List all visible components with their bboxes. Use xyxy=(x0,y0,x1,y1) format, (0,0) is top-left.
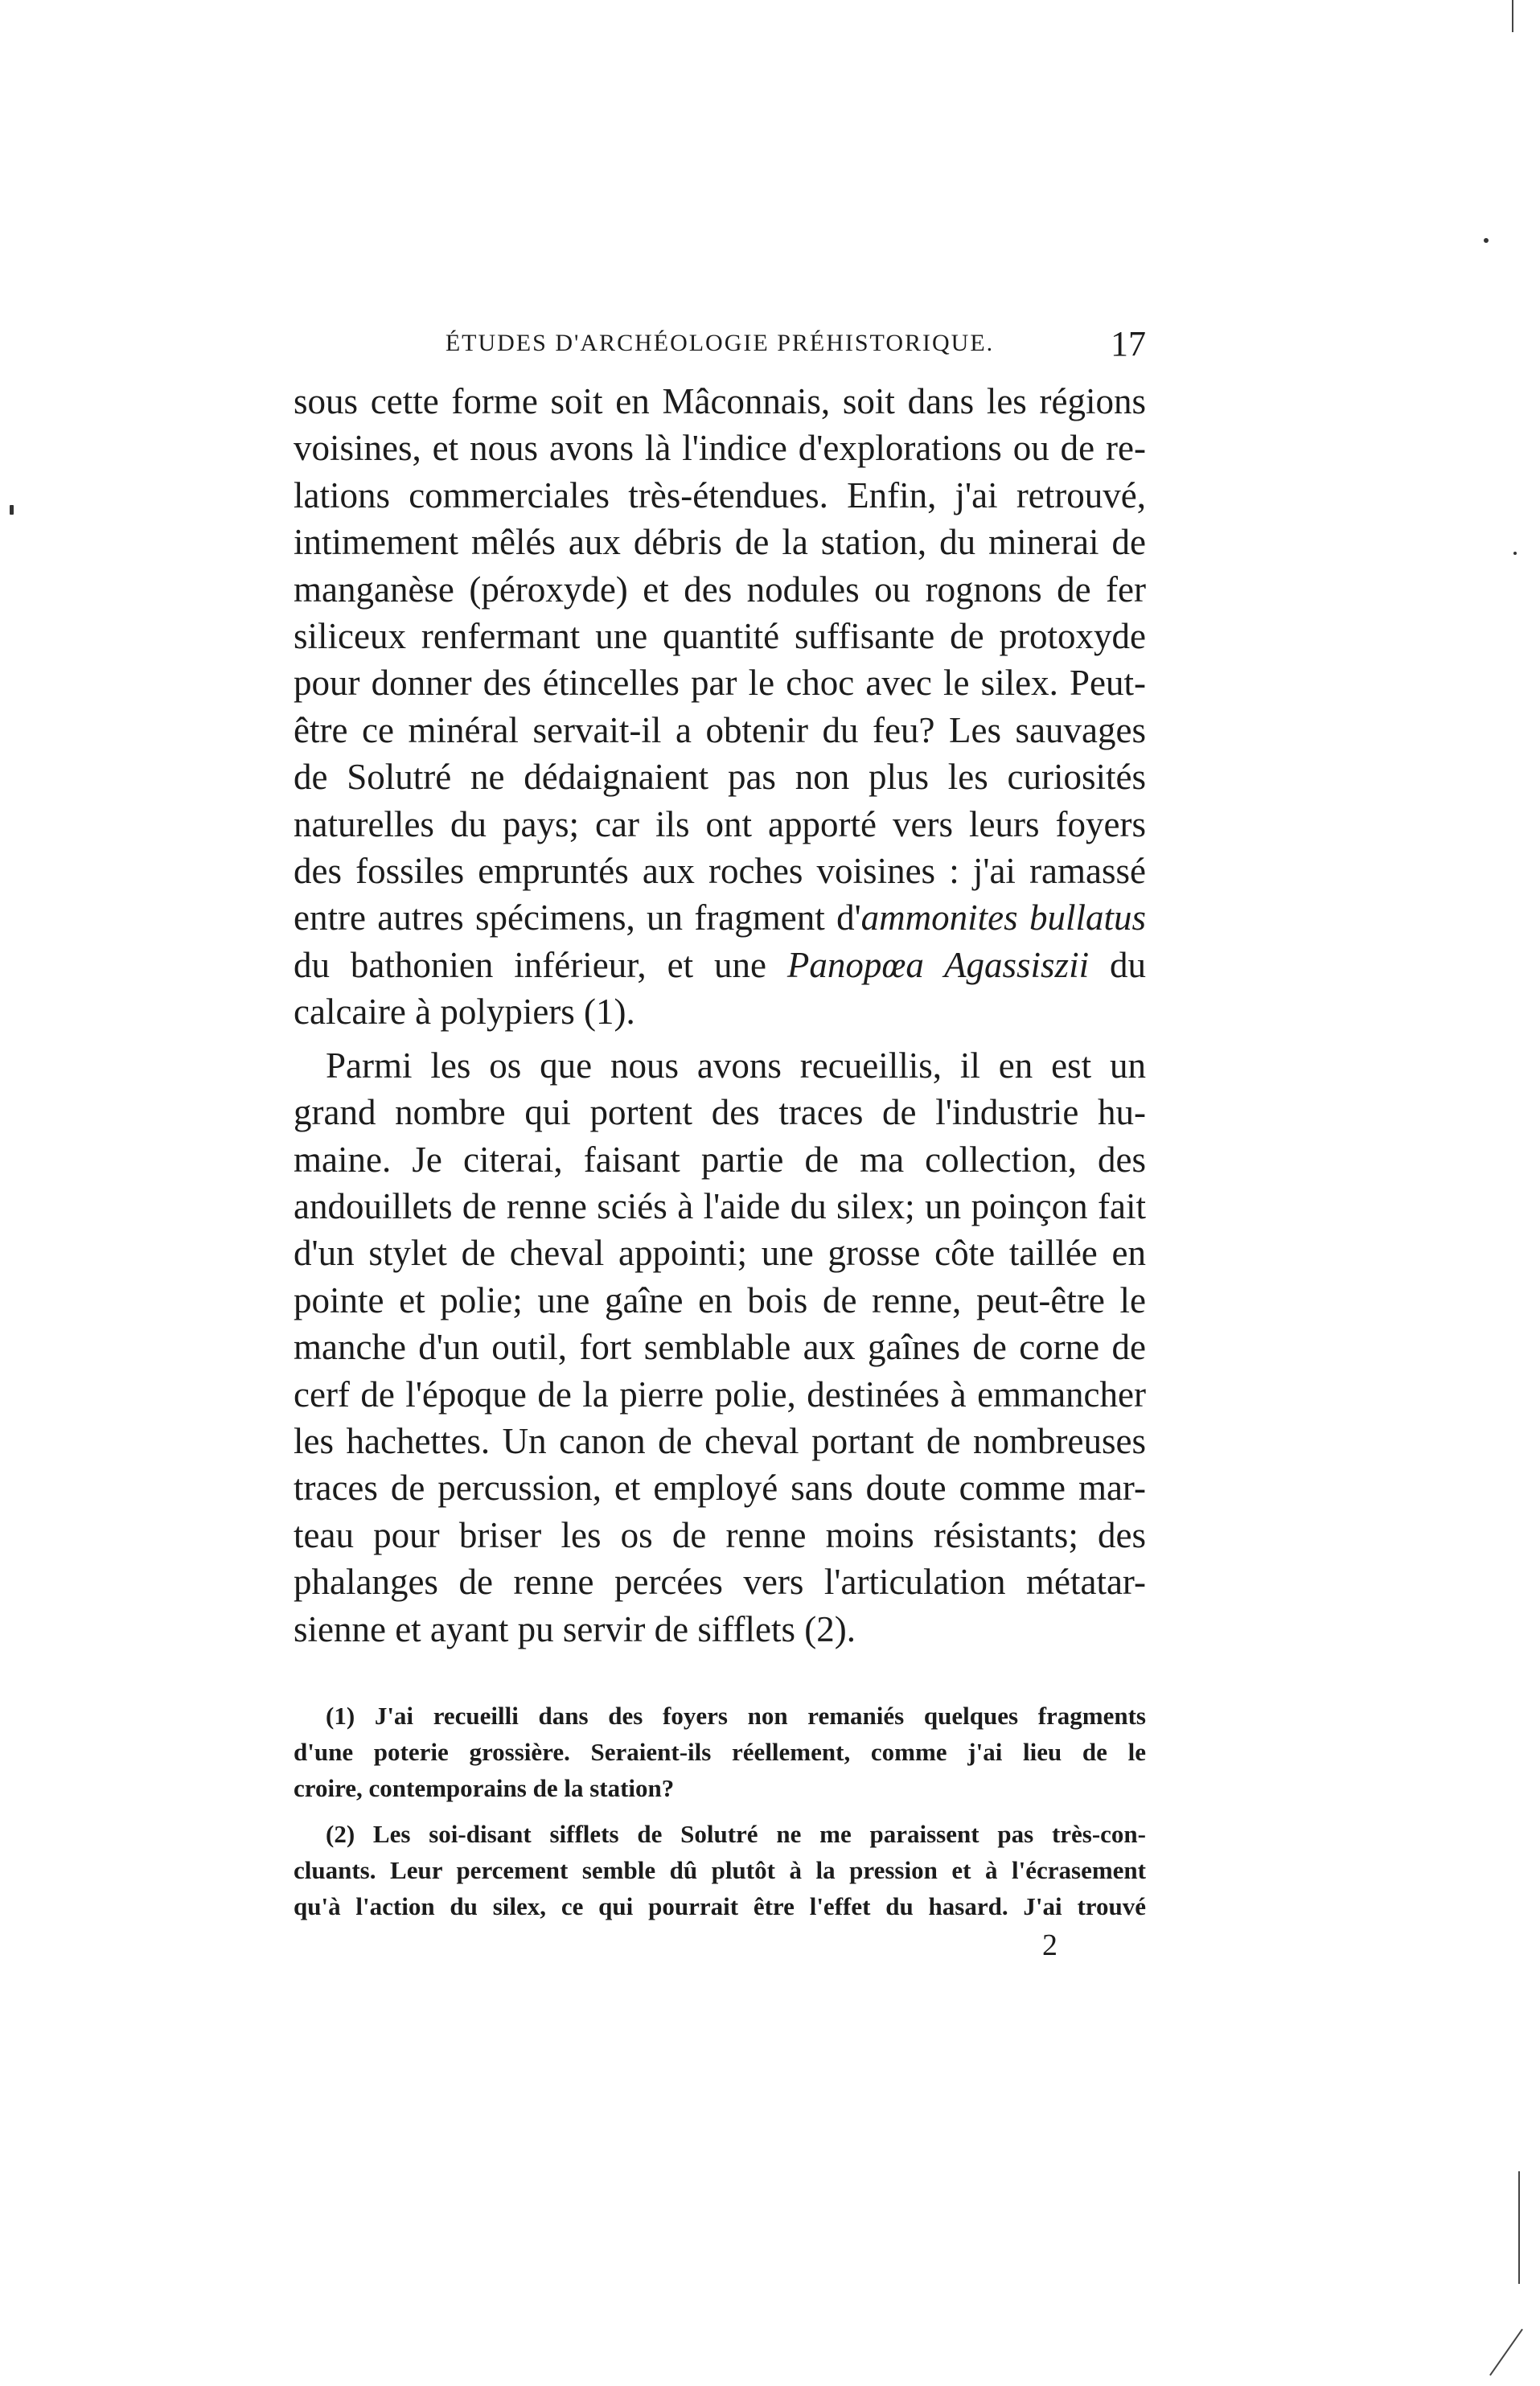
text-line: calcaire à polypiers (1). xyxy=(294,992,635,1033)
text-line: andouillets de renne sciés à l'aide du silex; un poinçon fait xyxy=(294,1185,1146,1226)
scan-speck xyxy=(1513,552,1517,555)
text-line: d'un stylet de cheval appointi; une grosse côte taillée en xyxy=(294,1233,1146,1274)
signature-mark: 2 xyxy=(1042,1928,1057,1962)
text-line: manche d'un outil, fort semblable aux gaînes de corne de xyxy=(294,1327,1146,1368)
text-line: pour donner des étincelles par le choc avec le silex. Peut- xyxy=(294,663,1146,704)
text-line: Parmi les os que nous avons recueillis, il en est un xyxy=(326,1045,1146,1086)
text-line: les hachettes. Un canon de cheval portant de nombreuses xyxy=(294,1420,1146,1461)
footnote-line: qu'à l'action du silex, ce qui pourrait être l'effet du hasard. J'ai trouvé xyxy=(294,1891,1146,1920)
species-name: Panopœa Agassiszii xyxy=(786,944,1090,985)
text-line: être ce minéral servait-il a obtenir du feu? Les sauvages xyxy=(294,709,1146,750)
text-segment: du bathonien inférieur, et une xyxy=(294,944,787,985)
paragraph-break xyxy=(294,1036,1146,1042)
footnote-line: cluants. Leur percement semble dû plutôt à la pression et à l'écrasement xyxy=(294,1855,1146,1884)
running-head xyxy=(294,324,1146,378)
text-line: pointe et polie; une gaîne en bois de renne, peut-être le xyxy=(294,1279,1146,1320)
text-line: naturelles du pays; car ils ont apporté vers leurs foyers xyxy=(294,803,1146,844)
text-line: phalanges de renne percées vers l'articulation métatar- xyxy=(294,1562,1146,1603)
footnote-gap xyxy=(294,1806,1146,1816)
text-line: intimement mêlés aux débris de la station, du minerai de xyxy=(294,522,1146,563)
footnote-line: (2) Les soi-disant sifflets de Solutré ne me paraissent pas très-con- xyxy=(326,1819,1146,1848)
text-line: des fossiles empruntés aux roches voisines : j'ai ramassé xyxy=(294,851,1146,892)
text-line: de Solutré ne dédaignaient pas non plus les curiosités xyxy=(294,757,1146,798)
text-line: siliceux renfermant une quantité suffisante de protoxyde xyxy=(294,616,1146,657)
species-name: ammonites bullatus xyxy=(860,897,1146,938)
scan-edge-mark xyxy=(1489,2329,1523,2376)
footnote-line: croire, contemporains de la station? xyxy=(294,1773,675,1802)
page-number: 17 xyxy=(1111,324,1146,363)
body-text xyxy=(294,378,1146,1653)
footnote-line: (1) J'ai recueilli dans des foyers non remaniés quelques fragments xyxy=(326,1701,1146,1730)
text-line: traces de percussion, et employé sans doute comme mar- xyxy=(294,1468,1146,1509)
text-line: manganèse (péroxyde) et des nodules ou rognons de fer xyxy=(294,569,1146,610)
scan-edge-mark xyxy=(1518,2171,1520,2284)
scan-edge-mark xyxy=(1512,0,1513,32)
text-line: cerf de l'époque de la pierre polie, destinées à emmancher xyxy=(294,1374,1146,1415)
running-title: ÉTUDES D'ARCHÉOLOGIE PRÉHISTORIQUE. xyxy=(445,330,995,356)
text-segment: du xyxy=(1089,944,1147,985)
text-line: grand nombre qui portent des traces de l'industrie hu- xyxy=(294,1092,1146,1133)
text-line: teau pour briser les os de renne moins résistants; des xyxy=(294,1514,1146,1555)
text-line: lations commerciales très-étendues. Enfin, j'ai retrouvé, xyxy=(294,474,1146,515)
text-line: maine. Je citerai, faisant partie de ma collection, des xyxy=(294,1139,1146,1180)
text-segment: entre autres spécimens, un fragment d' xyxy=(294,897,861,938)
text-line: sienne et ayant pu servir de sifflets (2). xyxy=(294,1608,856,1649)
scan-speck xyxy=(1484,238,1489,243)
text-line: voisines, et nous avons là l'indice d'explorations ou de re- xyxy=(294,428,1146,469)
footnote-line: d'une poterie grossière. Seraient-ils réellement, comme j'ai lieu de le xyxy=(294,1737,1146,1766)
page-column xyxy=(294,324,1147,1963)
text-line xyxy=(294,894,1146,941)
text-line xyxy=(294,942,1146,988)
footnotes xyxy=(294,1698,1146,1924)
text-line: sous cette forme soit en Mâconnais, soit dans les régions xyxy=(294,381,1146,421)
scan-speck xyxy=(10,505,14,515)
